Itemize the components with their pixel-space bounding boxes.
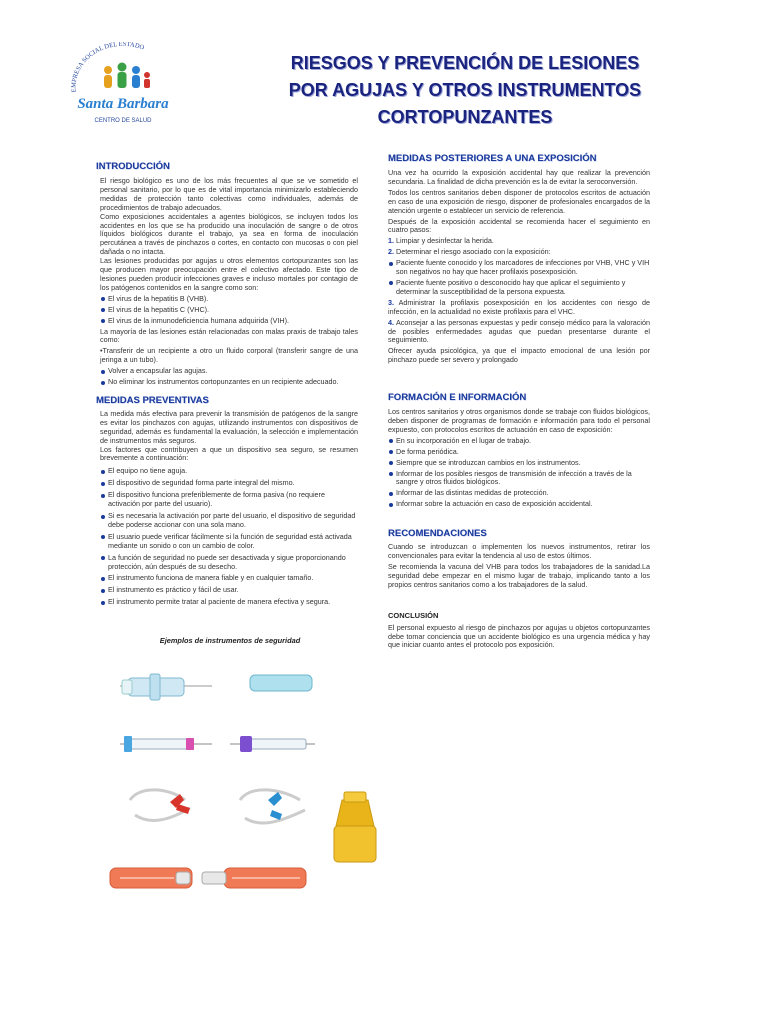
list-item: La función de seguridad no puede ser desactivada y sigue proporcionando protección, aún después de su desecho.	[100, 554, 358, 572]
list-item: Siempre que se introduzcan cambios en los instrumentos.	[388, 459, 650, 468]
practice-list	[96, 367, 358, 387]
safety-syringe-image	[120, 674, 212, 700]
intro-paragraph-3: Las lesiones producidas por agujas u otros elementos cortopunzantes son las que producen mayor preocupación entre el colectivo afectado. Este tipo de lesiones pueden producir infecciones graves e incluso mortales por contagio de los patógenos contenidos en la sangre como son:	[100, 256, 358, 292]
list-item: El virus de la hepatitis C (VHC).	[100, 306, 358, 315]
list-item: Informar de los posibles riesgos de transmisión de infección a través de la sangre y otros fluidos biológicos.	[388, 470, 650, 488]
step-2-list	[388, 259, 650, 297]
title-line-1: RIESGOS Y PREVENCIÓN DE LESIONES	[290, 53, 640, 73]
step-2-text: Determinar el riesgo asociado con la exposición:	[396, 247, 551, 257]
post-paragraph-2: Todos los centros sanitarios deben disponer de protocolos escritos de actuación en caso de una exposición de riesgo, disponer de profesionales encargados de la atención urgente o establecer un servicio de referencia.	[388, 187, 650, 215]
left-column	[96, 160, 358, 607]
butterfly-needle-red-image	[130, 790, 190, 821]
step-2-number: 2.	[388, 247, 394, 257]
step-2	[388, 248, 650, 257]
post-exposure-heading: MEDIDAS POSTERIORES A UNA EXPOSICIÓN	[388, 153, 597, 164]
list-item: Paciente fuente positivo o desconocido hay que aplicar el seguimiento y determinar la susceptibilidad de la persona expuesta.	[388, 279, 650, 297]
list-item: El instrumento es práctico y fácil de usar.	[100, 586, 358, 595]
step-1-text: Limpiar y desinfectar la herida.	[396, 236, 494, 246]
safety-lancet-open-image	[202, 868, 306, 888]
safety-factor-list	[96, 467, 358, 607]
syringe-purple-image	[230, 736, 315, 752]
logo-name: Santa Barbara	[77, 96, 169, 112]
list-item: El virus de la hepatitis B (VHB).	[100, 295, 358, 304]
intro-paragraph-1: El riesgo biológico es uno de los más frecuentes al que se ve sometido el personal sanitario, por lo que es de vital importancia minimizarlo estableciendo medidas de protección tanto colectivas como individuales, además de procedimientos de trabajo adecuados.	[100, 176, 358, 212]
safety-instruments-photos	[100, 650, 400, 910]
list-item: Paciente fuente conocido y los marcadores de infecciones por VHB, VHC y VIH son negativos no hay que hacer profilaxis posexposición.	[388, 259, 650, 277]
recommendations-heading: RECOMENDACIONES	[388, 528, 487, 540]
preventive-paragraph-2: Los factores que contribuyen a que un dispositivo sea seguro, se resumen brevemente a continuación:	[100, 444, 358, 463]
conclusion-heading: CONCLUSIÓN	[388, 610, 439, 620]
step-3-number: 3.	[388, 297, 394, 307]
conclusion-paragraph: El personal expuesto al riesgo de pinchazos por agujas u objetos cortopunzantes debe tomar conciencia que un accidente biológico es una urgencia médica y hay que iniciar cuanto antes el protocolo pos exposición.	[388, 622, 650, 650]
list-item: El dispositivo funciona preferiblemente de forma pasiva (no requiere activación por parte del usuario).	[100, 491, 358, 509]
step-3-text: Administrar la profilaxis posexposición en los accidentes con riesgo de infección, en la actualidad no existe profilaxis para el VHC.	[388, 297, 650, 316]
right-column	[388, 152, 650, 650]
practice-item-1: •Transferir de un recipiente a otro un fluido corporal (transferir sangre de una jeringa a un tubo).	[100, 346, 358, 365]
logo-subtitle: CENTRO DE SALUD	[94, 118, 152, 124]
list-item: De forma periódica.	[388, 448, 650, 457]
intro-heading: INTRODUCCIÓN	[96, 161, 170, 172]
logo-arc-text: EMPRESA SOCIAL DEL ESTADO	[70, 42, 146, 93]
post-paragraph-4: Ofrecer ayuda psicológica, ya que el impacto emocional de una lesión por pinchazo puede ser severo y prolongado	[388, 346, 650, 365]
safety-needle-cap-image	[250, 675, 312, 691]
post-paragraph-3: Después de la exposición accidental se recomienda hacer el seguimiento en cuatro pasos:	[388, 216, 650, 235]
intro-paragraph-4: La mayoría de las lesiones están relacionadas con malas praxis de trabajo tales como:	[100, 326, 358, 345]
sharps-container-image	[334, 792, 376, 862]
list-item: En su incorporación en el lugar de trabajo.	[388, 437, 650, 446]
step-4-text: Aconsejar a las personas expuestas y pedir consejo médico para la valoración de posibles enfermedades agudas que puedan presentarse durante el seguimiento.	[388, 317, 650, 345]
preventive-heading: MEDIDAS PREVENTIVAS	[96, 394, 209, 406]
list-item: No eliminar los instrumentos cortopunzantes en un recipiente adecuado.	[100, 378, 358, 387]
recommendations-paragraph-1: Cuando se introduzcan o implementen los nuevos instrumentos, retirar los convencionales para evitar la tendencia al uso de estos últimos.	[388, 542, 650, 561]
step-1-number: 1.	[388, 236, 394, 246]
step-1	[388, 237, 650, 246]
list-item: El dispositivo de seguridad forma parte integral del mismo.	[100, 479, 358, 488]
list-item: Volver a encapsular las agujas.	[100, 367, 358, 376]
title-line-3: CORTOPUNZANTES	[377, 107, 553, 127]
list-item: El usuario puede verificar fácilmente si la función de seguridad está activada mediante un sonido o con un cambio de color.	[100, 533, 358, 551]
list-item: Si es necesaria la activación por parte del usuario, el dispositivo de seguridad debe poderse accionar con una sola mano.	[100, 512, 358, 530]
list-item: Informar de las distintas medidas de protección.	[388, 489, 650, 498]
post-paragraph-1: Una vez ha ocurrido la exposición accidental hay que realizar la prevención secundaria. La finalidad de dicha prevención es la de evitar la seroconversión.	[388, 168, 650, 186]
list-item: El instrumento permite tratar al paciente de manera efectiva y segura.	[100, 598, 358, 607]
photo-caption: Ejemplos de instrumentos de seguridad	[159, 636, 301, 645]
list-item: El instrumento funciona de manera fiable y en cualquier tamaño.	[100, 574, 358, 583]
logo	[58, 42, 188, 142]
intro-paragraph-2: Como exposiciones accidentales a agentes biológicos, se incluyen todos los accidentes en los que se ha producido una inoculación de sangre o de otros líquidos biológicos durante el trabajo, ya sea en forma de inoculación percutánea a través de pinchazos o cortes, en contacto con mucosas o con piel dañada o no intacta.	[100, 211, 358, 257]
logo-graphic	[58, 42, 188, 142]
title-line-2: POR AGUJAS Y OTROS INSTRUMENTOS	[288, 80, 642, 100]
training-list	[388, 437, 650, 509]
training-heading: FORMACIÓN E INFORMACIÓN	[388, 392, 527, 404]
step-4-number: 4.	[388, 317, 394, 327]
butterfly-needle-blue-image	[240, 790, 305, 823]
list-item: El virus de la inmunodeficiencia humana adquirida (VIH).	[100, 317, 358, 326]
training-paragraph-1: Los centros sanitarios y otros organismos donde se trabaje con fluidos biológicos, deben disponer de programas de formación e información para todo el personal expuesto, con protocolos escritos de actuación en caso de exposición:	[388, 407, 650, 434]
safety-lancet-orange-image	[110, 868, 192, 888]
list-item: Informar sobre la actuación en caso de exposición accidental.	[388, 500, 650, 509]
preventive-paragraph-1: La medida más efectiva para prevenir la transmisión de patógenos de la sangre es evitar los pinchazos con agujas, utilizando instrumentos con dispositivos de seguridad, además es fundamental la evaluación, la selección e implementación de instrumentos más seguros.	[100, 408, 358, 445]
safety-instruments-illustration	[100, 650, 400, 910]
recommendations-paragraph-2: Se recomienda la vacuna del VHB para todos los trabajadores de la sanidad.La seguridad debe empezar en el mismo lugar de trabajo, implicando tanto a los propios centros sanitarios como a los trabajadores de la salud.	[388, 562, 650, 589]
page-title	[250, 50, 680, 131]
step-3	[388, 299, 650, 317]
step-4	[388, 319, 650, 346]
list-item: El equipo no tiene aguja.	[100, 467, 358, 476]
virus-list	[96, 295, 358, 326]
syringe-blue-image	[120, 736, 212, 752]
